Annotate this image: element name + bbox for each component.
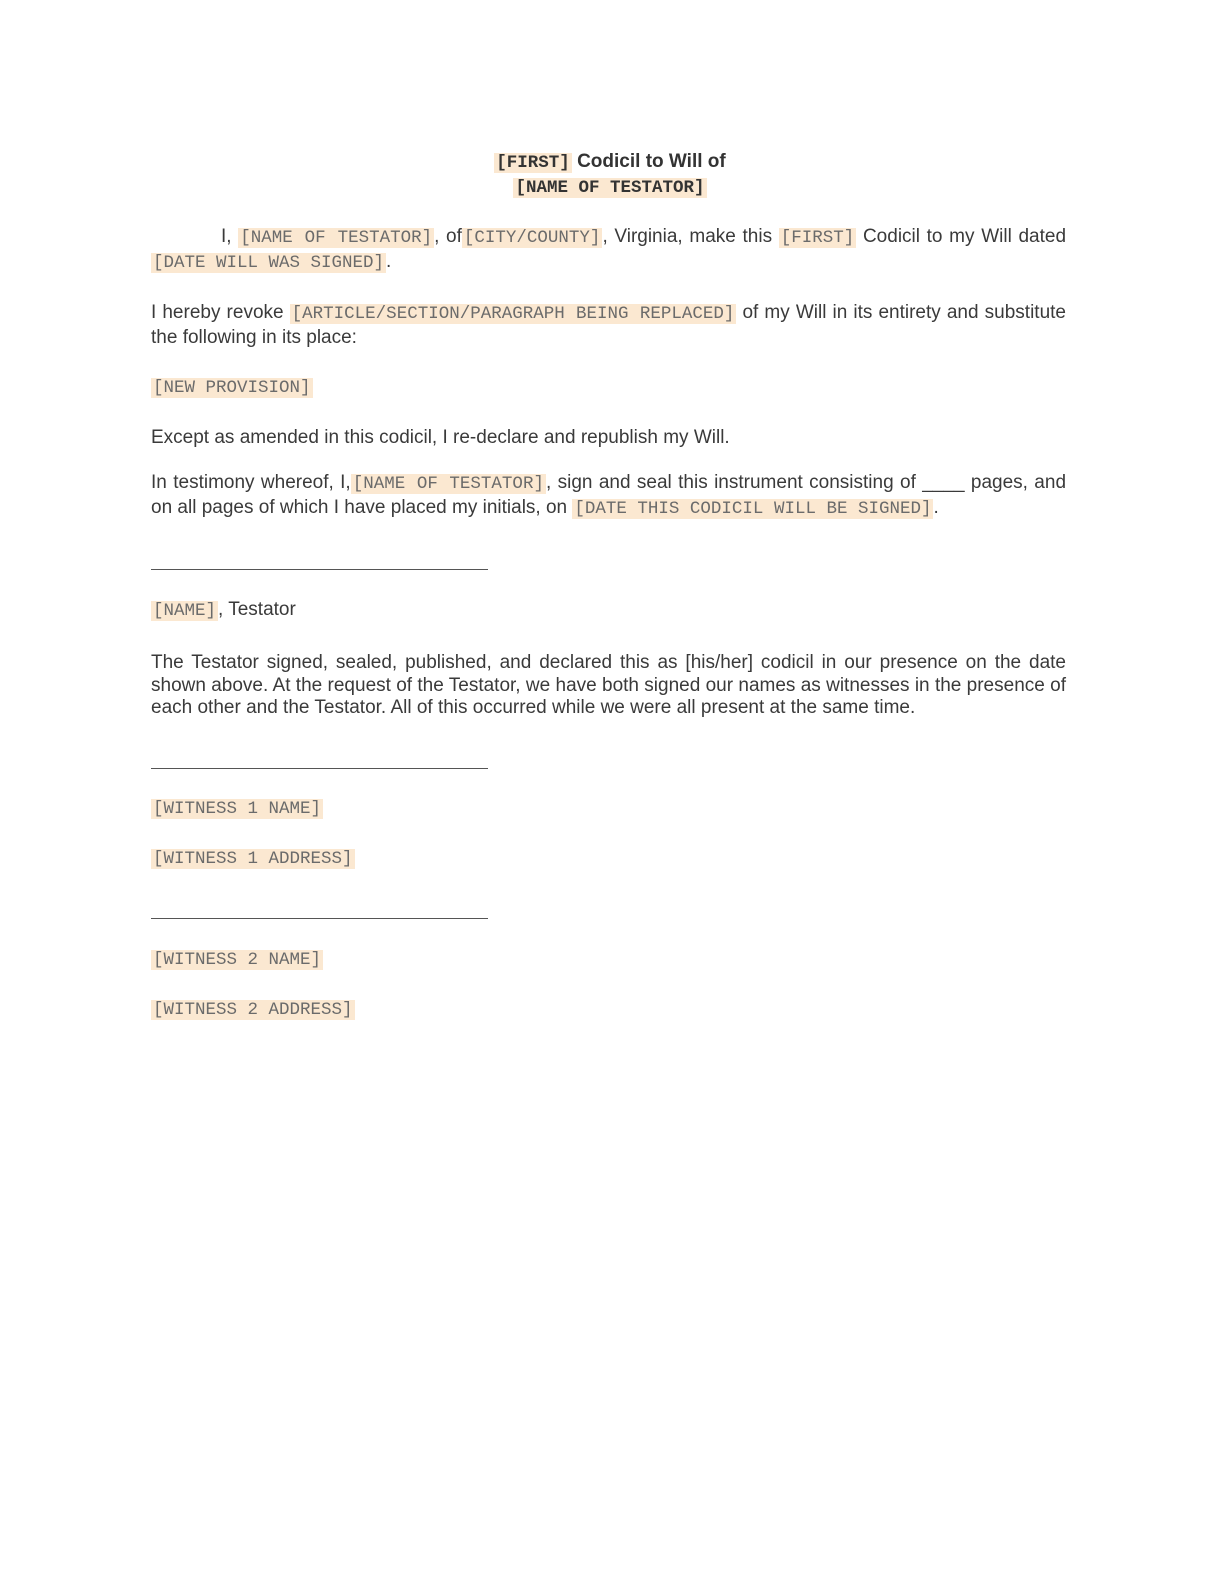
witness1-name — [151, 796, 1066, 821]
will-date-placeholder: [DATE WILL WAS SIGNED] — [153, 253, 385, 273]
name-placeholder: [NAME] — [153, 601, 217, 621]
witness2-address-placeholder: [WITNESS 2 ADDRESS] — [153, 1000, 353, 1020]
witness1-address-placeholder: [WITNESS 1 ADDRESS] — [153, 849, 353, 869]
text: , of — [434, 226, 462, 247]
testator-placeholder: [NAME OF TESTATOR] — [515, 178, 705, 198]
text: of my Will in its entirety and substitute the following in its place: — [151, 302, 1066, 348]
witness1-address — [151, 846, 1066, 871]
text: , Testator — [218, 599, 296, 620]
article-placeholder: [ARTICLE/SECTION/PARAGRAPH BEING REPLACED] — [291, 304, 735, 324]
paragraph-attestation: The Testator signed, sealed, published, and declared this as [his/her] codicil in our presence on the date shown above. At the request of the Testator, we have both signed our names as witnesses in the presence of each other and the Testator. All of this occurred while we were all present at the same time. — [151, 652, 1066, 718]
text: In testimony whereof, I, — [151, 472, 351, 493]
document-title — [0, 150, 1220, 200]
paragraph-republish: Except as amended in this codicil, I re-declare and republish my Will. — [151, 427, 730, 448]
testator-placeholder: [NAME OF TESTATOR] — [352, 474, 544, 494]
title-text: Codicil to Will of — [571, 151, 726, 172]
ordinal-placeholder: [FIRST] — [780, 228, 855, 248]
witness1-name-placeholder: [WITNESS 1 NAME] — [153, 799, 322, 819]
paragraph-revocation — [151, 301, 1066, 350]
new-provision-placeholder: [NEW PROVISION] — [153, 378, 311, 398]
codicil-date-placeholder: [DATE THIS CODICIL WILL BE SIGNED] — [574, 499, 932, 519]
text: . — [386, 251, 392, 272]
witness1-signature-line — [151, 768, 488, 769]
text: , sign and seal this instrument consisting of ____ pages, and on all pages of which I have placed my initials, on — [151, 472, 1067, 518]
text: . — [933, 497, 939, 518]
witness2-address — [151, 997, 1066, 1022]
testator-signature-line — [151, 569, 488, 570]
text: , Virginia, make this — [602, 226, 779, 247]
witness2-name — [151, 947, 1066, 972]
testator-placeholder: [NAME OF TESTATOR] — [240, 228, 433, 248]
witness2-name-placeholder: [WITNESS 2 NAME] — [153, 950, 322, 970]
city-placeholder: [CITY/COUNTY] — [463, 228, 601, 248]
paragraph-declaration — [151, 225, 1066, 275]
witness2-signature-line — [151, 918, 488, 919]
text: I hereby revoke — [151, 302, 290, 323]
text: I, — [221, 226, 239, 247]
new-provision — [151, 375, 1066, 400]
paragraph-testimony — [151, 471, 1066, 521]
testator-signature-label — [151, 598, 1066, 623]
ordinal-placeholder: [FIRST] — [496, 153, 570, 173]
text: Codicil to my Will dated — [856, 226, 1067, 247]
